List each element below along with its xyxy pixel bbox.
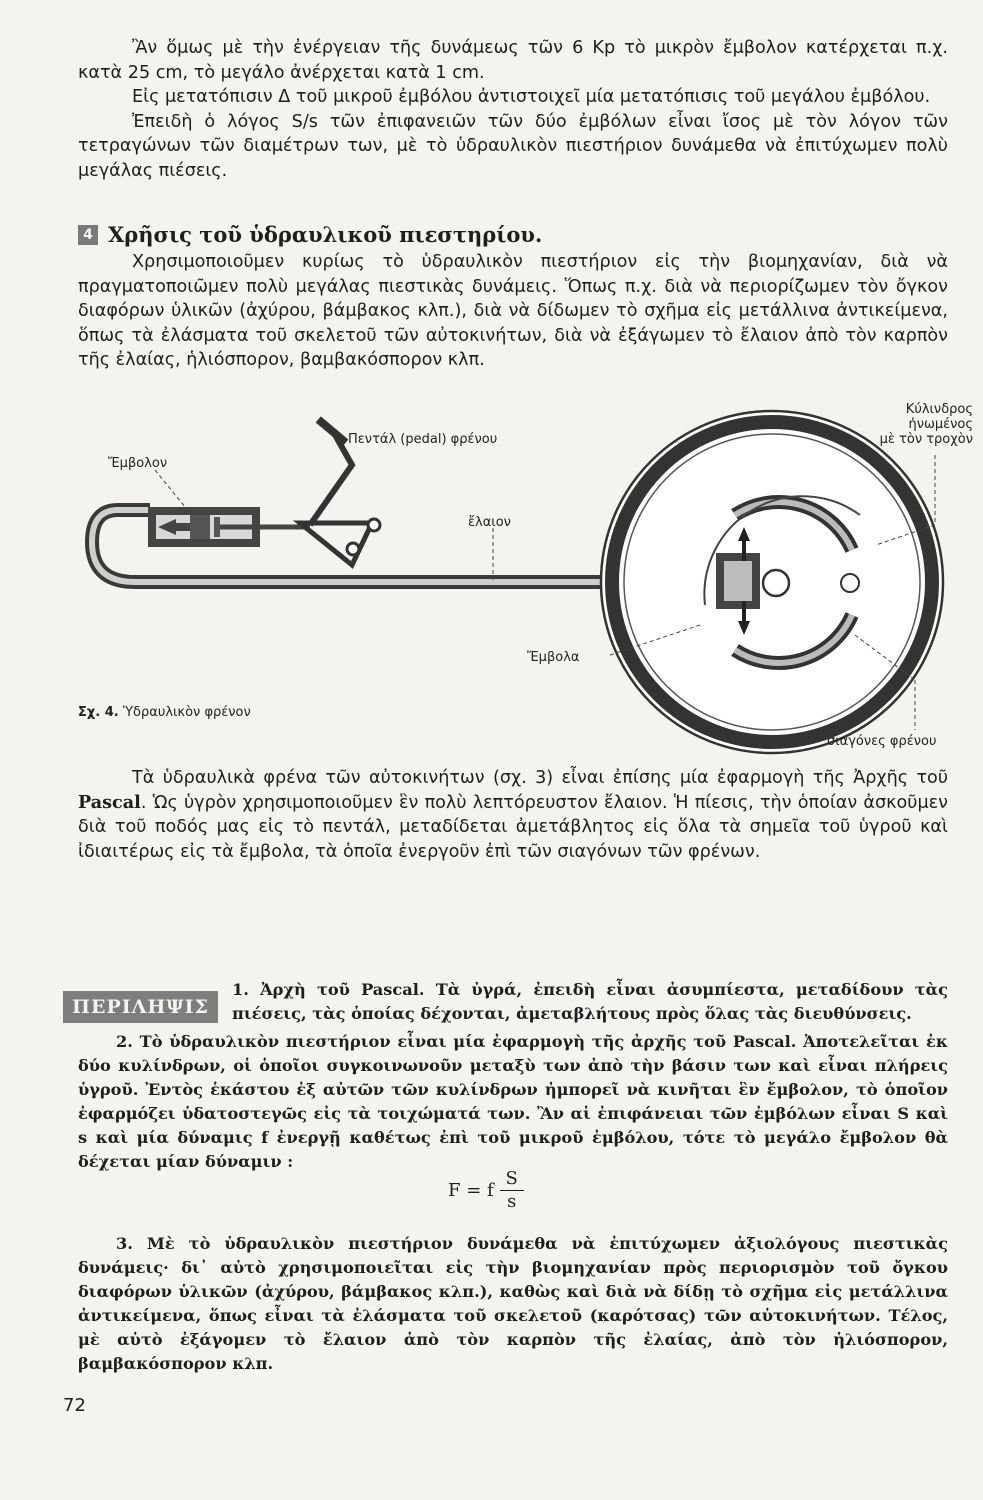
pascal-name: Pascal (78, 791, 141, 813)
label-pedal: Πεντάλ (pedal) φρένου (348, 432, 498, 447)
summary-badge: ΠΕΡΙΛΗΨΙΣ (63, 991, 218, 1023)
paragraph-area-ratio: Ἐπειδὴ ὁ λόγος S/s τῶν ἐπιφανειῶν τῶν δύο ἐμβόλων εἶναι ἴσος μὲ τὸν λόγον τῶν τετραγώνων τῶν διαμέτρων των, μὲ τὸ ὑδραυλικὸν πιεστήριον δυνάμεθα νὰ ἐπιτύχωμεν πολὺ μεγάλας πιέσεις. (78, 111, 948, 181)
section-heading (78, 222, 542, 247)
figure-caption-text: Ὑδραυλικὸν φρένον (122, 705, 251, 720)
formula-numerator: S (505, 1168, 518, 1189)
summary-item-1: 1. Ἀρχὴ τοῦ Pascal. Τὰ ὑγρά, ἐπειδὴ εἶναι ἀσυμπίεστα, μεταδίδουν τὰς πιέσεις, τὰς ὁποίας δέχονται, ἀμεταβλήτους πρὸς ὅλας τὰς διευθύνσεις. (232, 980, 948, 1023)
summary-item-2: 2. Τὸ ὑδραυλικὸν πιεστήριον εἶναι μία ἐφαρμογὴ τῆς ἀρχῆς τοῦ Pascal. Ἀποτελεῖται ἐκ δύο κυλίνδρων, οἱ ὁποῖοι συγκοινωνοῦν μεταξὺ των ἀπὸ τὴν βάσιν των καὶ εἶναι πλήρεις ὑγροῦ. Ἐντὸς ἑκάστου ἐξ αὐτῶν τῶν κυλίνδρων ἠμπορεῖ νὰ κινῆται ἓν ἔμβολον, τὸ ὁποῖον ἐφαρμόζει ὑδατοστεγῶς εἰς τὰ τοιχώματά των. Ἂν αἱ ἐπιφάνειαι τῶν ἐμβόλων εἶναι S καὶ s καὶ μία δύναμις f ἐνεργῇ καθέτως ἐπὶ τοῦ μικροῦ ἐμβόλου, τότε τὸ μεγάλο ἔμβολον θὰ δέχεται μίαν δύναμιν : (78, 1032, 948, 1171)
brake-drum (601, 411, 943, 753)
paragraph-piston-displacement: Ἂν ὅμως μὲ τὴν ἐνέργειαν τῆς δυνάμεως τῶν 6 Kp τὸ μικρὸν ἔμβολον κατέρχεται π.χ. κατὰ 25 cm, τὸ μεγάλο ἀνέρχεται κατὰ 1 cm. (78, 38, 948, 83)
label-piston: Ἔμβολον (108, 456, 168, 471)
figure-caption (78, 705, 251, 720)
label-brake-jaws: σιαγόνες φρένου (827, 734, 937, 749)
brakes-text (78, 766, 948, 864)
top-text (78, 36, 948, 183)
summary-item-3-block (78, 1232, 948, 1376)
figure-caption-number: Σχ. 4. (78, 705, 119, 720)
formula-fraction (500, 1168, 524, 1213)
page-number: 72 (63, 1395, 86, 1416)
section-title: Χρῆσις τοῦ ὑδραυλικοῦ πιεστηρίου. (108, 222, 543, 247)
summary-item-1-block (232, 978, 948, 1026)
label-cylinder-line-3: μὲ τὸν τροχὸν (879, 432, 973, 447)
label-pistons: Ἔμβολα (527, 650, 580, 665)
summary-item-3: 3. Μὲ τὸ ὑδραυλικὸν πιεστήριον δυνάμεθα νὰ ἐπιτύχωμεν ἀξιολόγους πιεστικὰς δυνάμεις· δι᾿ αὐτὸ χρησιμοποιεῖται εἰς τὴν βιομηχανίαν πρὸς περιορισμὸν τοῦ ὄγκου διαφόρων ὑλικῶν (ἀχύρου, βάμβακος κλπ.), καθὼς καὶ διὰ νὰ δίδῃ τὸ σχῆμα εἰς μετάλλινα ἀντικείμενα, ὅπως εἶναι τὰ ἐλάσματα τοῦ σκελετοῦ (καρότσας) τῶν αὐτοκινήτων. Τέλος, μὲ αὐτὸ ἐξάγομεν τὸ ἔλαιον ἀπὸ τὸν καρπὸν τῆς ἐλαίας, ἀπὸ τὸν ἡλιόσπορον, βαμβακόσπορον κλπ. (78, 1234, 948, 1373)
label-oil: ἔλαιον (468, 515, 511, 530)
section-body (78, 250, 948, 373)
formula-lhs: F = f (448, 1180, 494, 1201)
section-number-badge: 4 (78, 225, 98, 245)
master-cylinder (148, 507, 310, 547)
brakes-paragraph-part2: . Ὡς ὑγρὸν χρησιμοποιοῦμεν ἓν πολὺ λεπτόρευστον ἔλαιον. Ἡ πίεσις, τὴν ὁποίαν ἀσκοῦμεν διὰ τοῦ ποδός μας εἰς τὸ πεντάλ, μεταδίδεται ἀμετάβλητος εἰς ὅλα τὰ σημεῖα τοῦ ὑγροῦ καὶ ἰδιαιτέρως εἰς τὰ ἔμβολα, τὰ ὁποῖα ἐνεργοῦν ἐπὶ τῶν σιαγόνων τῶν φρένων. (78, 792, 948, 862)
paragraph-displacement-correspondence: Εἰς μετατόπισιν Δ τοῦ μικροῦ ἐμβόλου ἀντιστοιχεῖ μία μετατόπισις τοῦ μεγάλου ἐμβόλου. (132, 87, 931, 107)
brakes-paragraph (78, 766, 948, 864)
label-cylinder (880, 402, 973, 447)
section-paragraph: Χρησιμοποιοῦμεν κυρίως τὸ ὑδραυλικὸν πιεστήριον εἰς τὴν βιομηχανίαν, διὰ νὰ πραγματοποιῶμεν πολὺ μεγάλας πιεστικὰς δυνάμεις. Ὅπως π.χ. διὰ νὰ περιορίζωμεν τὸν ὄγκον διαφόρων ὑλικῶν (ἀχύρου, βάμβακος κλπ.), διὰ νὰ δίδωμεν τὸ σχῆμα εἰς μετάλλινα ἀντικείμενα, ὅπως τὰ ἐλάσματα τοῦ σκελετοῦ τῶν αὐτοκινήτων, διὰ νὰ ἐξάγωμεν τὸ ἔλαιον ἀπὸ τὸν καρπὸν τῆς ἐλαίας, ἡλιόσπορον, βαμβακόσπορον κλπ. (78, 252, 948, 370)
label-cylinder-line-2: ἠνωμένος (908, 417, 973, 432)
label-cylinder-line-1: Κύλινδρος (905, 402, 973, 417)
summary-item-2-block (78, 1030, 948, 1174)
formula (448, 1168, 524, 1213)
brakes-paragraph-part1: Τὰ ὑδραυλικὰ φρένα τῶν αὐτοκινήτων (σχ. 3) εἶναι ἐπίσης μία ἐφαρμογὴ τῆς Ἀρχῆς τοῦ (132, 768, 948, 788)
formula-denominator: s (507, 1191, 517, 1212)
